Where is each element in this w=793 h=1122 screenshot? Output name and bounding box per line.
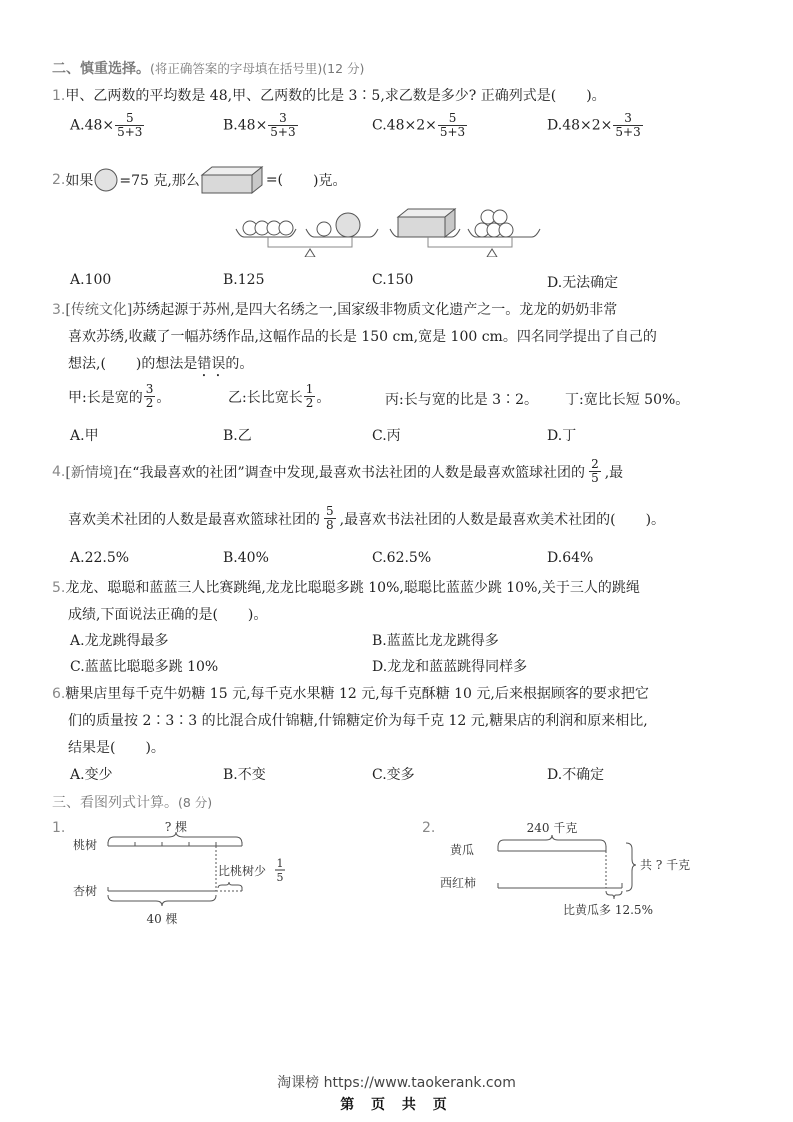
side-frac-num: 1 [276,857,284,870]
q3-option-c[interactable] [372,425,401,445]
question-text: 们的质量按 2∶3∶3 的比混合成什锦糖,什锦糖定价为每千克 12 元,糖果店的利润和原来相比, [68,713,648,729]
big-ball [336,213,360,237]
option-value: 64% [562,550,594,566]
fraction [324,505,336,532]
section-3-header [52,792,212,812]
q3-option-d[interactable] [547,425,576,445]
question-text: 苏绣起源于苏州,是四大名绣之一,国家级非物质文化遗产之一。龙龙的奶奶非常 [132,302,618,318]
q5-option-d[interactable] [372,656,527,676]
denominator: 2 [305,396,314,410]
statement-text: 。 [156,389,171,406]
question-text: 的。 [225,356,254,372]
diagram-1 [68,815,338,940]
question-3-line3 [68,353,253,380]
option-label: B. [223,428,238,444]
fraction [304,383,316,410]
diagram-2-side-label: 共 ? 千克 [640,858,691,872]
question-1 [52,85,606,105]
question-text: 在“我最喜欢的社团”调查中发现,最喜欢书法社团的人数是最喜欢篮球社团的 [118,464,586,481]
q2-option-b[interactable] [223,272,264,288]
fraction [144,383,156,410]
fraction [438,112,467,139]
option-value: 不确定 [562,767,605,783]
option-expr: 48× [237,117,268,134]
section-2-header [52,58,364,78]
right-brace [626,843,636,891]
denominator: 5+3 [439,125,466,139]
option-value: 125 [237,272,265,288]
question-text: 结果是( [68,740,116,756]
option-value: 丙 [386,428,401,444]
option-label: D. [372,659,388,675]
numerator: 3 [145,382,154,396]
section-3-note: (8 分) [178,795,213,810]
q6-option-c[interactable] [372,764,415,784]
question-text: )克。 [313,173,347,189]
option-label: A. [70,428,85,444]
option-value: 蓝蓝比龙龙跳得多 [386,633,499,649]
question-text: 龙龙、聪聪和蓝蓝三人比赛跳绳,龙龙比聪聪多跳 10%,聪聪比蓝蓝少跳 10%,关于三人的跳绳 [65,580,640,596]
q2-option-d[interactable] [547,272,618,292]
section-2-title: 二、慎重选择。 [52,61,150,77]
option-label: C. [372,767,387,783]
question-number: 5. [52,580,66,596]
q3-statement-ding: 丁:宽比长短 50%。 [565,392,690,408]
diagram-2 [430,815,720,920]
question-4 [52,458,623,485]
question-number: 2. [52,172,66,188]
question-text: 想法,( [68,356,106,372]
option-value: 丁 [562,428,577,444]
question-number: 1. [52,88,66,104]
ball [499,223,513,237]
statement-text: 乙:长比宽长 [228,389,303,406]
numerator: 5 [125,111,134,125]
question-6-line3 [68,737,165,757]
option-expr: 48× [84,117,115,134]
question-4-line2 [68,505,665,532]
statement-text: 甲:长是宽的 [68,389,143,406]
denominator: 8 [326,518,334,532]
q6-option-a[interactable] [70,764,113,784]
q6-option-d[interactable] [547,764,604,784]
q3-statement-bing: 丙:长与宽的比是 3∶2。 [385,392,538,408]
question-text: )。 [145,740,165,756]
ball-icon [93,168,119,192]
question-number: 6. [52,686,66,702]
option-label: C. [372,428,387,444]
diagram-1-side-label: 比桃树少 [218,864,267,878]
fulcrum-icon [487,249,497,257]
question-text: 甲、乙两数的平均数是 48,甲、乙两数的比是 3∶5,求乙数是多少? 正确列式是( [65,88,557,104]
box-icon [200,165,266,195]
option-label: B. [223,550,238,566]
q2-option-c[interactable] [372,272,413,288]
option-value: 蓝蓝比聪聪多跳 10% [84,659,219,675]
fulcrum-icon [305,249,315,257]
question-text: 如果 [65,173,94,189]
question-text: =( [265,172,284,188]
question-tag: [传统文化] [65,302,133,318]
question-text: ,最喜欢书法社团的人数是最喜欢美术社团的( [339,511,616,528]
q6-option-b[interactable] [223,764,266,784]
row-label-peach: 桃树 [73,838,98,852]
option-value: 乙 [237,428,252,444]
question-6 [52,683,649,703]
option-value: 甲 [84,428,99,444]
numerator: 3 [279,111,287,125]
q2-option-a[interactable] [70,272,111,288]
row-label-tomato: 西红柿 [440,876,477,890]
question-text: 喜欢美术社团的人数是最喜欢篮球社团的 [68,511,320,528]
option-label: D. [547,767,563,783]
option-label: A. [70,767,85,783]
q3-statement-jia [68,383,170,410]
option-label: C. [372,117,387,134]
q3-option-a[interactable] [70,425,99,445]
option-value: 无法确定 [562,275,619,291]
question-3 [52,299,617,319]
q1-option-a[interactable] [70,112,145,139]
option-label: A. [70,117,85,134]
option-value: 龙龙跳得最多 [84,633,169,649]
option-value: 不变 [237,767,266,783]
row-label-cucumber: 黄瓜 [450,843,475,857]
option-label: A. [70,550,85,566]
question-text-tail: )。 [586,88,606,104]
side-frac-den: 5 [276,871,284,884]
option-value: 变多 [386,767,415,783]
numerator: 2 [591,457,599,471]
section-2-note: (将正确答案的字母填在括号里)(12 分) [150,61,365,76]
balance-scales-figure [230,205,560,257]
option-label: C. [372,272,387,288]
denominator: 5+3 [615,125,641,139]
numerator: 3 [624,111,632,125]
option-value: 龙龙和蓝蓝跳得同样多 [387,659,528,675]
question-text: ,最 [604,464,624,481]
q3-option-b[interactable] [223,425,252,445]
numerator: 5 [448,111,457,125]
balance-scale-left [236,213,378,257]
denominator: 5+3 [117,125,143,139]
q5-option-a[interactable] [70,630,169,650]
question-5 [52,577,640,597]
q1-option-b[interactable] [223,112,299,139]
box [398,217,445,237]
q4-option-b[interactable] [223,550,269,566]
diagram-1-number: 1. [52,820,66,836]
option-value: 40% [237,550,269,566]
q4-option-d[interactable] [547,550,593,566]
option-label: B. [223,272,238,288]
question-text: 喜欢苏绣,收藏了一幅苏绣作品,这幅作品的长是 150 cm,宽是 100 cm。四名同学提出了自己的 [68,329,657,345]
denominator: 5 [591,471,599,485]
numerator: 1 [305,382,314,396]
question-text: 成绩,下面说法正确的是( [68,607,218,623]
option-label: D. [547,117,563,134]
question-5-line2 [68,604,267,624]
numerator: 5 [326,504,334,518]
denominator: 5+3 [270,125,296,139]
denominator: 2 [145,396,154,410]
emphasis-text: 错误 [197,356,226,372]
option-label: B. [223,117,238,134]
question-text: )。 [247,607,268,623]
balance-scale-right [390,209,540,257]
diagram-2-top-label: 240 千克 [526,821,578,835]
diagram-2-bottom-label: 比黄瓜多 12.5% [563,903,653,917]
section-3-title: 三、看图列式计算。 [52,795,178,811]
fraction [115,112,144,139]
option-label: D. [547,275,563,291]
option-expr: 48×2× [562,117,613,134]
diagram-1-bottom-label: 40 棵 [146,912,178,926]
option-label: B. [223,767,238,783]
option-value: 变少 [84,767,113,783]
q4-option-a[interactable] [70,550,129,566]
fraction [613,112,642,139]
q5-option-c[interactable] [70,656,218,676]
q3-statement-yi [228,383,330,410]
question-text: 糖果店里每千克牛奶糖 15 元,每千克水果糖 12 元,每千克酥糖 10 元,后来根据顾客的要求把它 [65,686,649,702]
question-text: )的想法是 [135,356,198,372]
row-label-apricot: 杏树 [73,884,98,898]
option-value: 150 [386,272,414,288]
question-tag: [新情境] [65,464,119,481]
question-2 [52,165,346,195]
question-number: 3. [52,302,66,318]
diagram-2-number: 2. [422,820,436,836]
option-label: C. [70,659,85,675]
option-expr: 48×2× [386,117,437,134]
option-value: 100 [84,272,112,288]
option-label: C. [372,550,387,566]
footer-watermark-link[interactable]: 淘课榜 https://www.taokerank.com [277,1075,516,1091]
option-label: B. [372,633,387,649]
top-brace [498,835,606,847]
q1-option-c[interactable] [372,112,468,139]
question-number: 4. [52,463,66,480]
option-value: 62.5% [386,550,432,566]
fraction [268,112,297,139]
option-label: D. [547,550,563,566]
option-value: 22.5% [84,550,130,566]
ball [317,222,331,236]
q5-option-b[interactable] [372,630,499,650]
ball [279,221,293,235]
option-label: D. [547,428,563,444]
q1-option-d[interactable] [547,112,644,139]
diagram-1-top-label: ? 棵 [164,820,188,834]
statement-text: 。 [316,389,331,406]
question-text: )。 [645,511,666,528]
ball [493,210,507,224]
q4-option-c[interactable] [372,550,431,566]
option-label: A. [70,633,85,649]
option-label: A. [70,272,85,288]
question-text: =75 克,那么 [119,173,200,189]
bottom-brace [108,895,216,906]
fraction [589,458,601,485]
page-number: 第 页 共 页 [340,1097,453,1113]
